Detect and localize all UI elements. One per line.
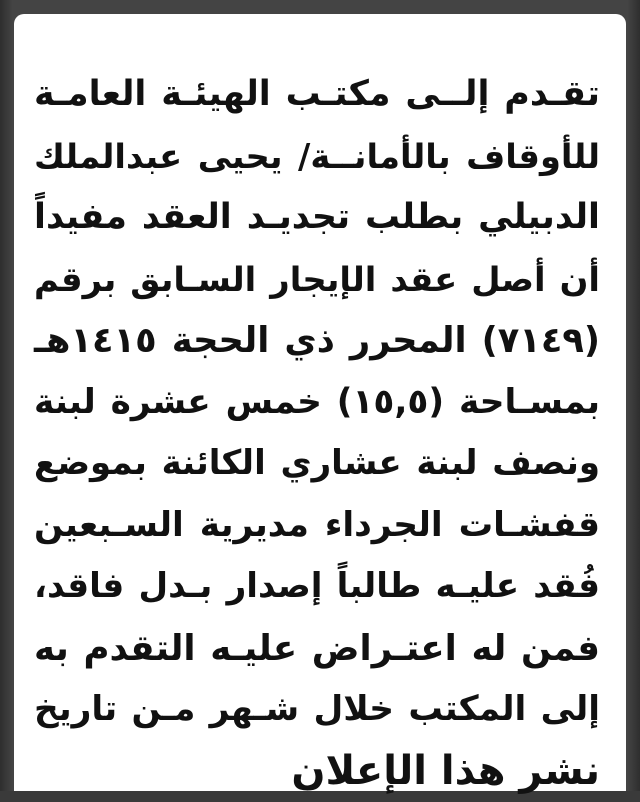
- notice-line-5: (٧١٤٩) المحرر ذي الحجة ١٤١٥هـ: [34, 310, 600, 372]
- notice-line-9: فُقد عليـه طالباً إصدار بـدل فاقد،: [34, 556, 600, 618]
- notice-card: [14, 14, 626, 791]
- notice-line-3: الدبيلي بطلب تجديـد العقد مفيداً: [34, 187, 600, 249]
- notice-text: [34, 64, 600, 802]
- notice-line-11: إلى المكتب خلال شـهر مـن تاريخ: [34, 679, 600, 741]
- notice-line-4: أن أصل عقد الإيجار السـابق برقم: [34, 249, 600, 311]
- notice-line-6: بمسـاحة (١٥,٥) خمس عشرة لبنة: [34, 372, 600, 434]
- notice-line-2: للأوقاف بالأمانــة/ يحيى عبدالملك: [34, 126, 600, 188]
- notice-line-1: تقـدم إلــى مكتـب الهيئـة العامـة: [34, 64, 600, 126]
- notice-line-8: قفشـات الجرداء مديرية السـبعين: [34, 495, 600, 557]
- notice-line-10: فمن له اعتـراض عليـه التقدم به: [34, 618, 600, 680]
- notice-line-12: نشر هذا الإعلان: [34, 741, 600, 802]
- notice-line-7: ونصف لبنة عشاري الكائنة بموضع: [34, 433, 600, 495]
